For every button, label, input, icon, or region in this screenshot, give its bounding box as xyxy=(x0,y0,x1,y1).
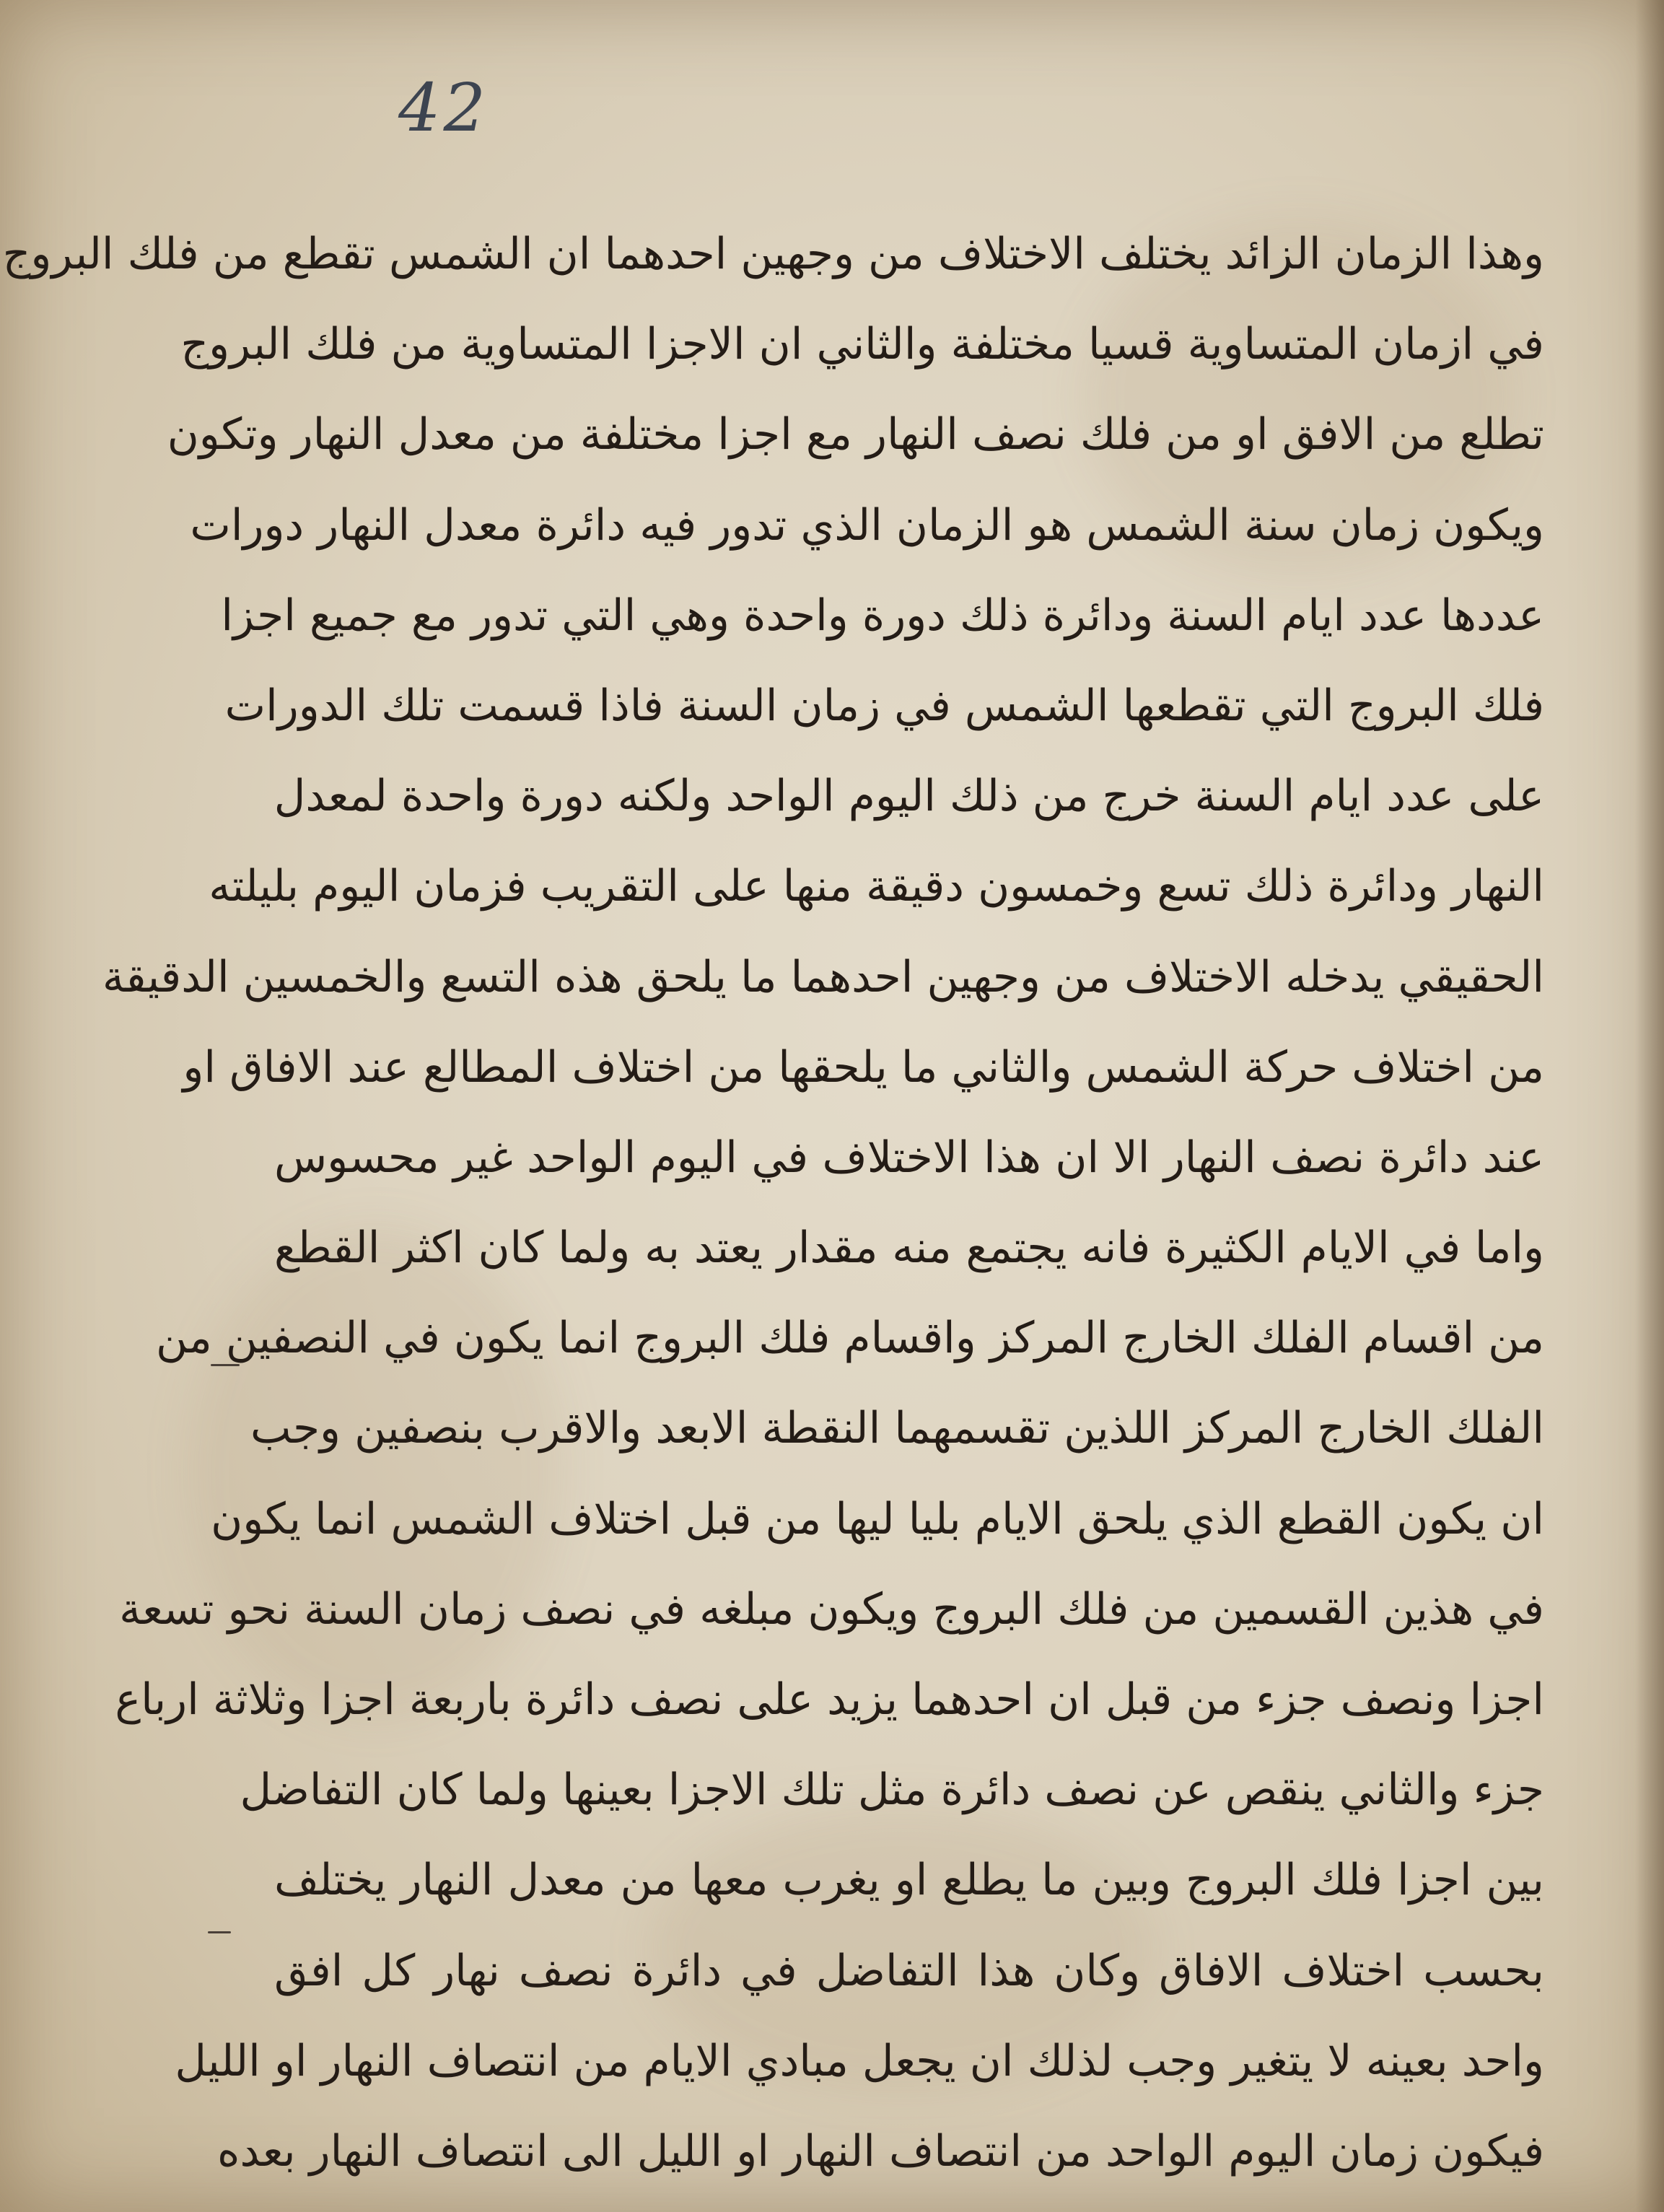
manuscript-line: جزء والثاني ينقص عن نصف دائرة مثل تلك الاجزا بعينها ولما كان التفاضل xyxy=(240,1765,1544,1816)
manuscript-line: وهذا الزمان الزائد يختلف الاختلاف من وجهين احدهما ان الشمس تقطع من فلك البروج xyxy=(2,229,1544,279)
manuscript-line: بحسب اختلاف الافاق وكان هذا التفاضل في دائرة نصف نهار كل افق xyxy=(274,1945,1544,1996)
folio-number: 42 xyxy=(398,69,489,147)
manuscript-line: ان يكون القطع الذي يلحق الايام بليا ليها من قبل اختلاف الشمس انما يكون xyxy=(211,1493,1544,1544)
margin-mark xyxy=(208,1931,231,1933)
page-edge-shadow xyxy=(1635,0,1664,2212)
manuscript-line: على عدد ايام السنة خرج من ذلك اليوم الواحد ولكنه دورة واحدة لمعدل xyxy=(273,771,1544,822)
manuscript-line: عددها عدد ايام السنة ودائرة ذلك دورة واحدة وهي التي تدور مع جميع اجزا xyxy=(221,590,1544,641)
manuscript-line: فلك البروج التي تقطعها الشمس في زمان السنة فاذا قسمت تلك الدورات xyxy=(224,680,1544,731)
margin-mark xyxy=(211,1364,240,1366)
manuscript-line: النهار ودائرة ذلك تسع وخمسون دقيقة منها على التقريب فزمان اليوم بليلته xyxy=(209,861,1544,912)
manuscript-line: الحقيقي يدخله الاختلاف من وجهين احدهما ما يلحق هذه التسع والخمسين الدقيقة xyxy=(102,951,1544,1002)
manuscript-line: تطلع من الافق او من فلك نصف النهار مع اجزا مختلفة من معدل النهار وتكون xyxy=(167,409,1544,460)
manuscript-line: واما في الايام الكثيرة فانه يجتمع منه مقدار يعتد به ولما كان اكثر القطع xyxy=(274,1223,1544,1274)
manuscript-line: اجزا ونصف جزء من قبل ان احدهما يزيد على نصف دائرة باربعة اجزا وثلاثة ارباع xyxy=(115,1674,1544,1725)
manuscript-line: من اقسام الفلك الخارج المركز واقسام فلك البروج انما يكون في النصفين من xyxy=(155,1313,1544,1364)
manuscript-line: عند دائرة نصف النهار الا ان هذا الاختلاف في اليوم الواحد غير محسوس xyxy=(274,1132,1544,1183)
manuscript-line: واحد بعينه لا يتغير وجب لذلك ان يجعل مبادي الايام من انتصاف النهار او الليل xyxy=(175,2035,1544,2086)
manuscript-line: فيكون زمان اليوم الواحد من انتصاف النهار او الليل الى انتصاف النهار بعده xyxy=(217,2125,1544,2177)
manuscript-line: ويكون زمان سنة الشمس هو الزمان الذي تدور فيه دائرة معدل النهار دورات xyxy=(190,499,1544,551)
manuscript-line: الفلك الخارج المركز اللذين تقسمهما النقطة الابعد والاقرب بنصفين وجب xyxy=(250,1403,1544,1454)
manuscript-line: في ازمان المتساوية قسيا مختلفة والثاني ان الاجزا المتساوية من فلك البروج xyxy=(180,319,1544,370)
manuscript-line: في هذين القسمين من فلك البروج ويكون مبلغه في نصف زمان السنة نحو تسعة xyxy=(119,1583,1544,1635)
manuscript-line: بين اجزا فلك البروج وبين ما يطلع او يغرب معها من معدل النهار يختلف xyxy=(274,1855,1544,1906)
manuscript-text-block xyxy=(2,209,1544,2197)
manuscript-line: من اختلاف حركة الشمس والثاني ما يلحقها من اختلاف المطالع عند الافاق او xyxy=(183,1041,1544,1093)
